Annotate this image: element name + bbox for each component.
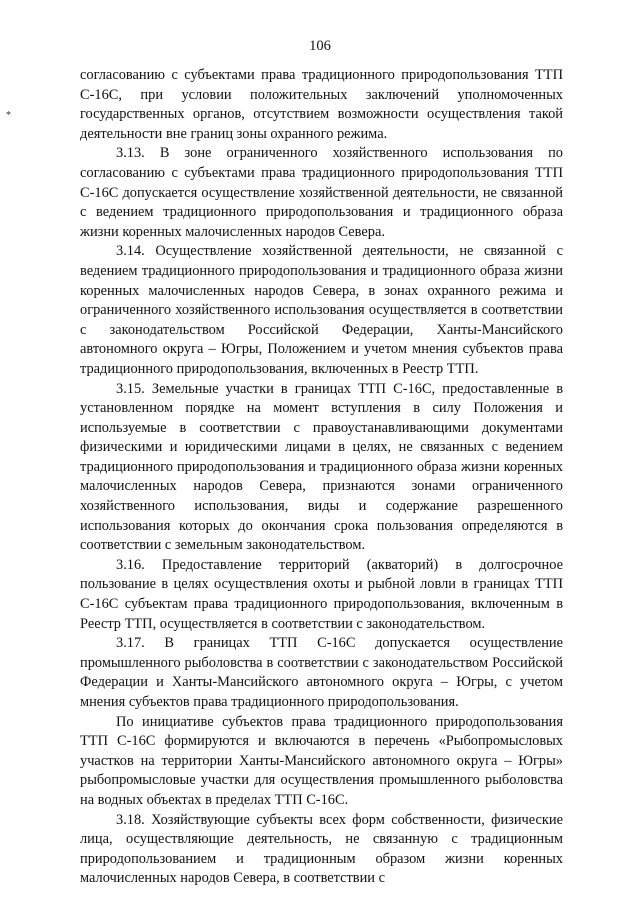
- paragraph-3-17: 3.17. В границах ТТП С-16С допускается осуществление промышленного рыболовства в соответствии с законодательством Российской Федерации и Ханты-Мансийского автономного округа – Югры, с учетом мнения субъектов права традиционного природопользования.: [80, 635, 563, 710]
- paragraph-continuation: согласованию с субъектами права традиционного природопользования ТТП С-16С, при условии положительных заключений уполномоченных государственных органов, отсутствием возможности осуществления такой деятельности вне границ зоны охранного режима.: [80, 67, 563, 142]
- document-body: [80, 66, 563, 889]
- paragraph-3-18: 3.18. Хозяйствующие субъекты всех форм собственности, физические лица, осуществляющие деятельность, не связанную с традиционным природопользованием и традиционным образом жизни коренных малочисленных народов Севера, в соответствии с: [80, 811, 563, 887]
- paragraph-3-13: 3.13. В зоне ограниченного хозяйственного использования по согласованию с субъектами права традиционного природопользования ТТП С-16С допускается осуществление хозяйственной деятельности, не связанной с ведением традиционного природопользования и традиционного образа жизни коренных малочисленных народов Севера.: [80, 145, 563, 240]
- paragraph-3-14: 3.14. Осуществление хозяйственной деятельности, не связанной с ведением традиционного природопользования и традиционного образа жизни коренных малочисленных народов Севера, в зонах охранного режима и ограниченного хозяйственного использования осуществляется в соответствии с законодательством Российской Федерации, Ханты-Мансийского автономного округа – Югры, Положением и учетом мнения субъектов права традиционного природопользования, включенных в Реестр ТТП.: [80, 243, 563, 377]
- paragraph-fishing-initiative: По инициативе субъектов права традиционного природопользования ТТП С-16С формируются и включаются в перечень «Рыбопромысловых участков на территории Ханты-Мансийского автономного округа – Югры» рыбопромысловые участки для осуществления промышленного рыболовства на водных объектах в пределах ТТП С-16С.: [80, 713, 563, 808]
- page-number: 106: [309, 38, 331, 54]
- paragraph-3-16: 3.16. Предоставление территорий (акваторий) в долгосрочное пользование в целях осуществления охоты и рыбной ловли в границах ТТП С-16С субъектам права традиционного природопользования, включенным в Реестр ТТП, осуществляется в соответствии с законодательством.: [80, 556, 563, 632]
- paragraph-3-15: 3.15. Земельные участки в границах ТТП С-16С, предоставленные в установленном порядке на момент вступления в силу Положения и используемые в соответствии с правоустанавливающими документами физическими и юридическими лицами в целях, не связанных с ведением традиционного природопользования и традиционного образа жизни коренных малочисленных народов Севера, признаются зонами ограниченного хозяйственного использования, виды и содержание разрешенного использования которых до окончания срока пользования определяются в соответствии с земельным законодательством.: [80, 380, 563, 554]
- margin-mark: *: [6, 110, 11, 121]
